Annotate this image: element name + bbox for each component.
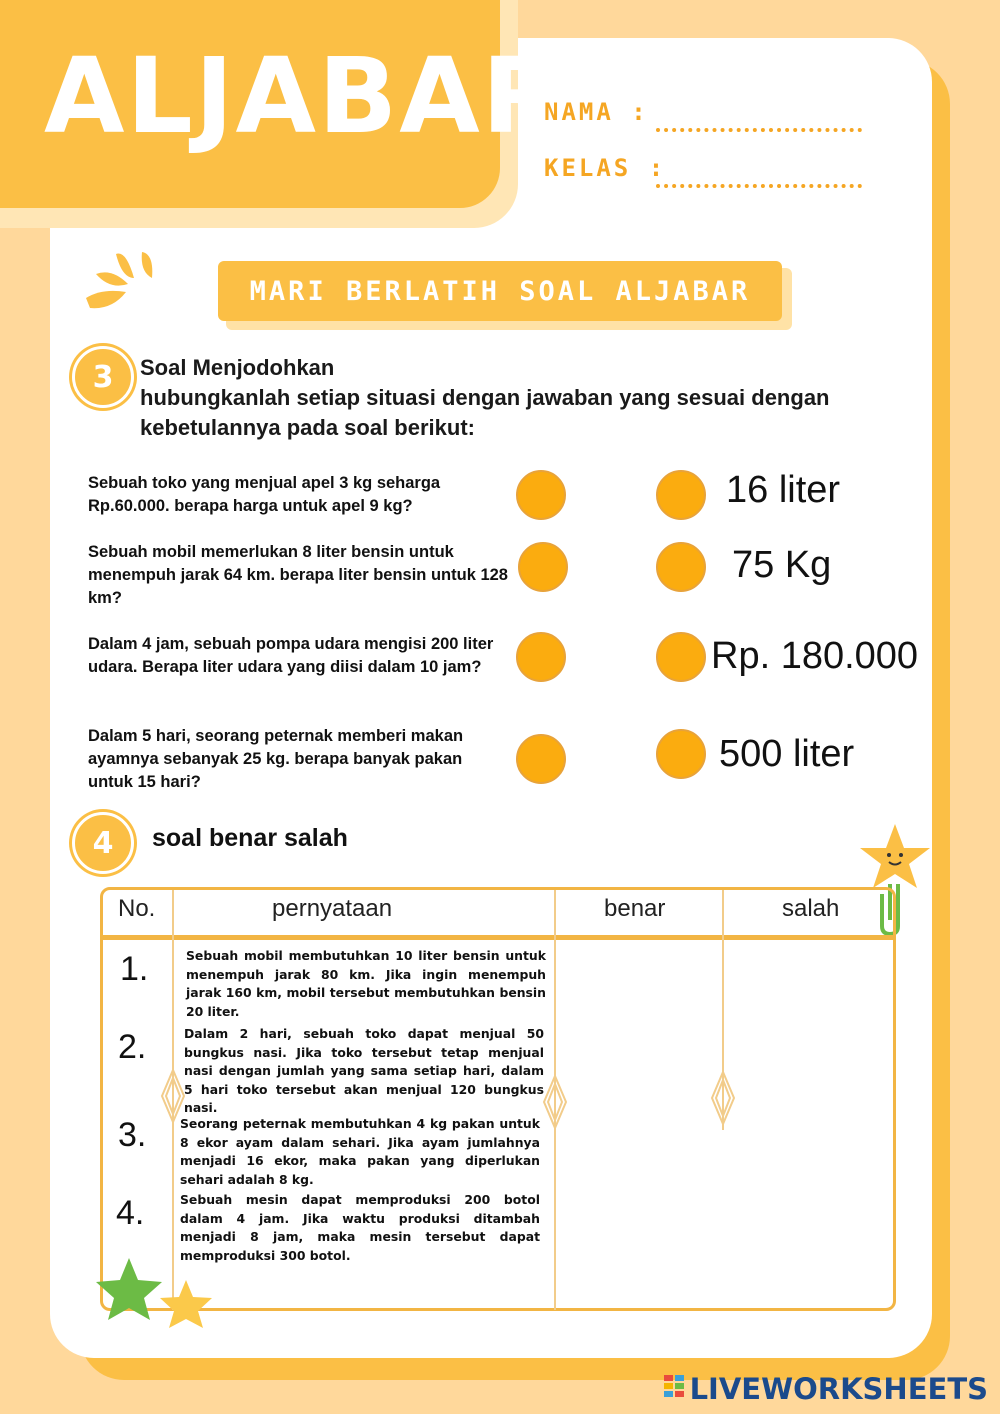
match-dot-right-3[interactable] xyxy=(656,632,706,682)
match-answer-4: 500 liter xyxy=(719,733,855,775)
match-question-1: Sebuah toko yang menjual apel 3 kg seharga Rp.60.000. berapa harga untuk apel 9 kg? xyxy=(88,474,441,515)
statement-2: Dalam 2 hari, sebuah toko dapat menjual 50 bungkus nasi. Jika toko tersebut tetap menjual nasi dengan jumlah yang sama setiap hari, dalam 5 hari toko tersebut akan menjual 120 bungkus nasi. xyxy=(184,1026,544,1115)
section-4-title: soal benar salah xyxy=(152,824,348,852)
section-3-instruction-2: kebetulannya pada soal berikut: xyxy=(140,415,475,440)
row-number-3: 3. xyxy=(118,1116,147,1154)
match-answer-3: Rp. 180.000 xyxy=(711,635,919,677)
green-star-icon xyxy=(94,1256,164,1322)
name-input-line[interactable] xyxy=(656,126,862,132)
match-answer-2: 75 Kg xyxy=(732,544,832,586)
statement-4: Sebuah mesin dapat memproduksi 200 botol dalam 4 jam. Jika waktu produksi ditambah menjadi 8 jam, maka mesin tersebut dapat memproduksi 300 botol. xyxy=(180,1192,540,1263)
row-number-1: 1. xyxy=(120,950,149,988)
section-3-instruction-1: hubungkanlah setiap situasi dengan jawaban yang sesuai dengan xyxy=(140,385,830,410)
liveworksheets-mark-icon xyxy=(664,1375,686,1403)
match-dot-left-2[interactable] xyxy=(518,542,568,592)
class-label: KELAS : xyxy=(544,154,667,182)
section-3-title: Soal Menjodohkan xyxy=(140,355,335,380)
section-banner: MARI BERLATIH SOAL ALJABAR xyxy=(218,261,782,321)
match-question-3: Dalam 4 jam, sebuah pompa udara mengisi 200 liter udara. Berapa liter udara yang diisi dalam 10 jam? xyxy=(88,635,494,676)
table-header-no: No. xyxy=(118,895,156,922)
match-question-2: Sebuah mobil memerlukan 8 liter bensin untuk menempuh jarak 64 km. berapa liter bensin untuk 128 km? xyxy=(88,543,508,607)
match-question-4: Dalam 5 hari, seorang peternak memberi makan ayamnya sebanyak 25 kg. berapa banyak pakan untuk 15 hari? xyxy=(88,727,464,791)
name-label: NAMA : xyxy=(544,98,649,126)
false-column-answer-area[interactable] xyxy=(724,940,894,1310)
match-dot-left-1[interactable] xyxy=(516,470,566,520)
match-dot-right-2[interactable] xyxy=(656,542,706,592)
row-number-2: 2. xyxy=(118,1028,147,1066)
burst-icon xyxy=(82,248,162,310)
row-number-4: 4. xyxy=(116,1194,145,1232)
section-3-badge: 3 xyxy=(72,346,134,408)
table-header-statement: pernyataan xyxy=(272,895,393,922)
match-dot-right-1[interactable] xyxy=(656,470,706,520)
class-input-line[interactable] xyxy=(656,182,862,188)
true-column-answer-area[interactable] xyxy=(556,940,722,1310)
section-4-badge: 4 xyxy=(72,812,134,874)
match-dot-right-4[interactable] xyxy=(656,729,706,779)
yellow-star-icon xyxy=(158,1278,214,1330)
statement-1: Sebuah mobil membutuhkan 10 liter bensin untuk menempuh jarak 80 km. Jika ingin menempuh jarak 160 km, mobil tersebut membutuhkan bensin 20 liter. xyxy=(186,948,546,1019)
statement-3: Seorang peternak membutuhkan 4 kg pakan untuk 8 ekor ayam dalam sehari. Jika ayam jumlahnya menjadi 16 ekor, maka pakan yang diperlukan sehari adalah 8 kg. xyxy=(180,1116,540,1187)
match-dot-left-4[interactable] xyxy=(516,734,566,784)
page-title: ALJABAR xyxy=(44,35,564,157)
match-answer-1: 16 liter xyxy=(726,469,841,511)
table-header-false: salah xyxy=(782,895,840,922)
brand-text: LIVEWORKSHEETS xyxy=(689,1372,988,1406)
liveworksheets-logo xyxy=(664,1372,988,1406)
table-header-true: benar xyxy=(604,895,666,922)
match-dot-left-3[interactable] xyxy=(516,632,566,682)
